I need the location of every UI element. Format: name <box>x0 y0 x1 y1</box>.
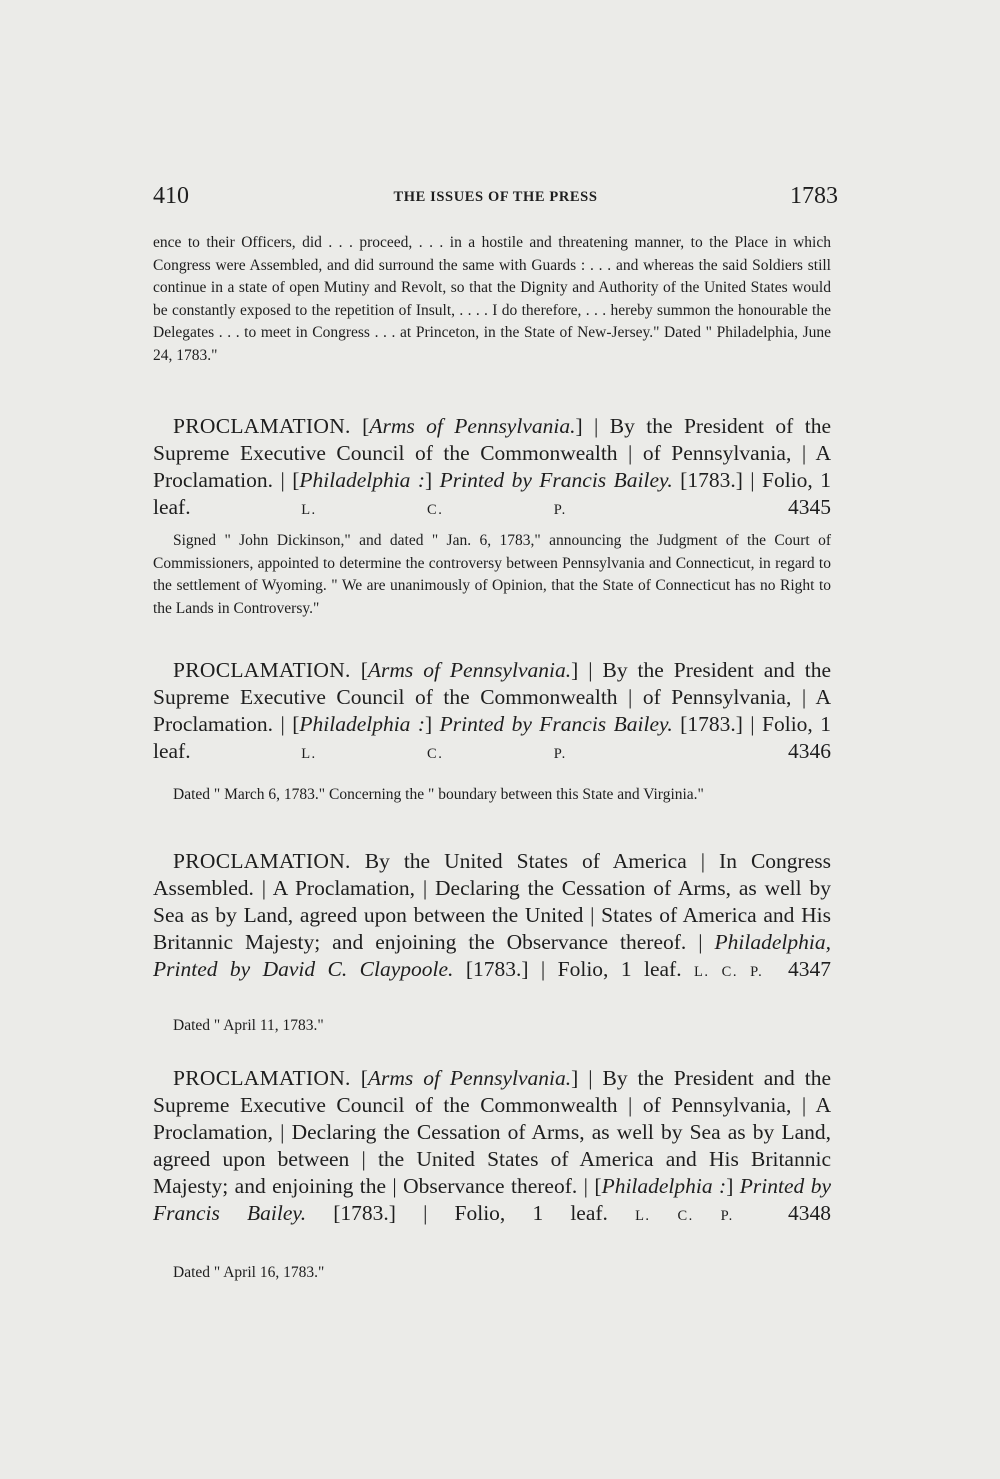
continuation-note: ence to their Officers, did . . . proceed, . . . in a hostile and threatening manner, to the Place in which Congress were Assembled, and did surround the same with Guards : . . . and whereas the said Soldiers still continue in a state of open Mutiny and Revolt, so that the Dignity and Authority of the United States would be constantly exposed to the repetition of Insult, . . . . I do therefore, . . . hereby summon the honourable the Delegates . . . to meet in Congress . . . at Princeton, in the State of New-Jersey." Dated " Philadelphia, June 24, 1783." <box>153 234 831 364</box>
entry-title: PROCLAMATION. <box>173 658 351 682</box>
entry-title: PROCLAMATION. <box>173 849 351 873</box>
entry-number: 4347 <box>788 957 832 981</box>
library-code: L. C. P. <box>301 502 567 518</box>
entry-note: Dated " April 11, 1783." <box>173 1017 324 1034</box>
entry-number: 4345 <box>788 495 831 519</box>
entry-number: 4348 <box>788 1201 831 1225</box>
library-code: L. C. P. <box>301 746 567 762</box>
entry-4345: PROCLAMATION. [Arms of Pennsylvania.] | By the President of the Supreme Executive Council of the Commonwealth | of Pennsylvania, | A Proclamation. | [Philadelphia :] Printed by Francis Bailey. [1783.] | Folio, 1 leaf. L. C. P. 4345 <box>153 414 831 519</box>
entry-number: 4346 <box>788 739 831 763</box>
library-code: L. C. P. <box>635 1208 734 1224</box>
entry-4347: PROCLAMATION. By the United States of America | In Congress Assembled. | A Proclamation, | Declaring the Cessation of Arms, as well by Sea as by Land, agreed upon between the United | States of America and His Britannic Majesty; and enjoining the Observance thereof. | Philadelphia, Printed by David C. Claypoole. [1783.] | Folio, 1 leaf. L. C. P. 4347 <box>153 849 832 981</box>
entry-title: PROCLAMATION. <box>173 414 351 438</box>
header-year: 1783 <box>790 183 838 209</box>
page-number: 410 <box>153 183 189 209</box>
entry-note: Dated " March 6, 1783." Concerning the " boundary between this State and Virginia." <box>173 786 704 803</box>
page-header <box>153 183 838 217</box>
entry-4346: PROCLAMATION. [Arms of Pennsylvania.] | By the President and the Supreme Executive Council of the Commonwealth | of Pennsylvania, | A Proclamation. | [Philadelphia :] Printed by Francis Bailey. [1783.] | Folio, 1 leaf. L. C. P. 4346 <box>153 658 831 763</box>
library-code: L. C. P. <box>694 964 764 980</box>
entry-note: Dated " April 16, 1783." <box>173 1264 325 1281</box>
entry-title: PROCLAMATION. <box>173 1066 351 1090</box>
running-title: THE ISSUES OF THE PRESS <box>393 189 598 205</box>
entry-note: Signed " John Dickinson," and dated " Jan. 6, 1783," announcing the Judgment of the Court of Commissioners, appointed to determine the controversy between Pennsylvania and Connecticut, in regard to the settlement of Wyoming. " We are unanimously of Opinion, that the State of Connecticut has no Right to the Lands in Controversy." <box>153 532 831 617</box>
entry-4348: PROCLAMATION. [Arms of Pennsylvania.] | By the President and the Supreme Executive Council of the Commonwealth | of Pennsylvania, | A Proclamation, | Declaring the Cessation of Arms, as well by Sea as by Land, agreed upon between | the United States of America and His Britannic Majesty; and enjoining the | Observance thereof. | [Philadelphia :] Printed by Francis Bailey. [1783.] | Folio, 1 leaf. L. C. P. 4348 <box>153 1066 831 1225</box>
